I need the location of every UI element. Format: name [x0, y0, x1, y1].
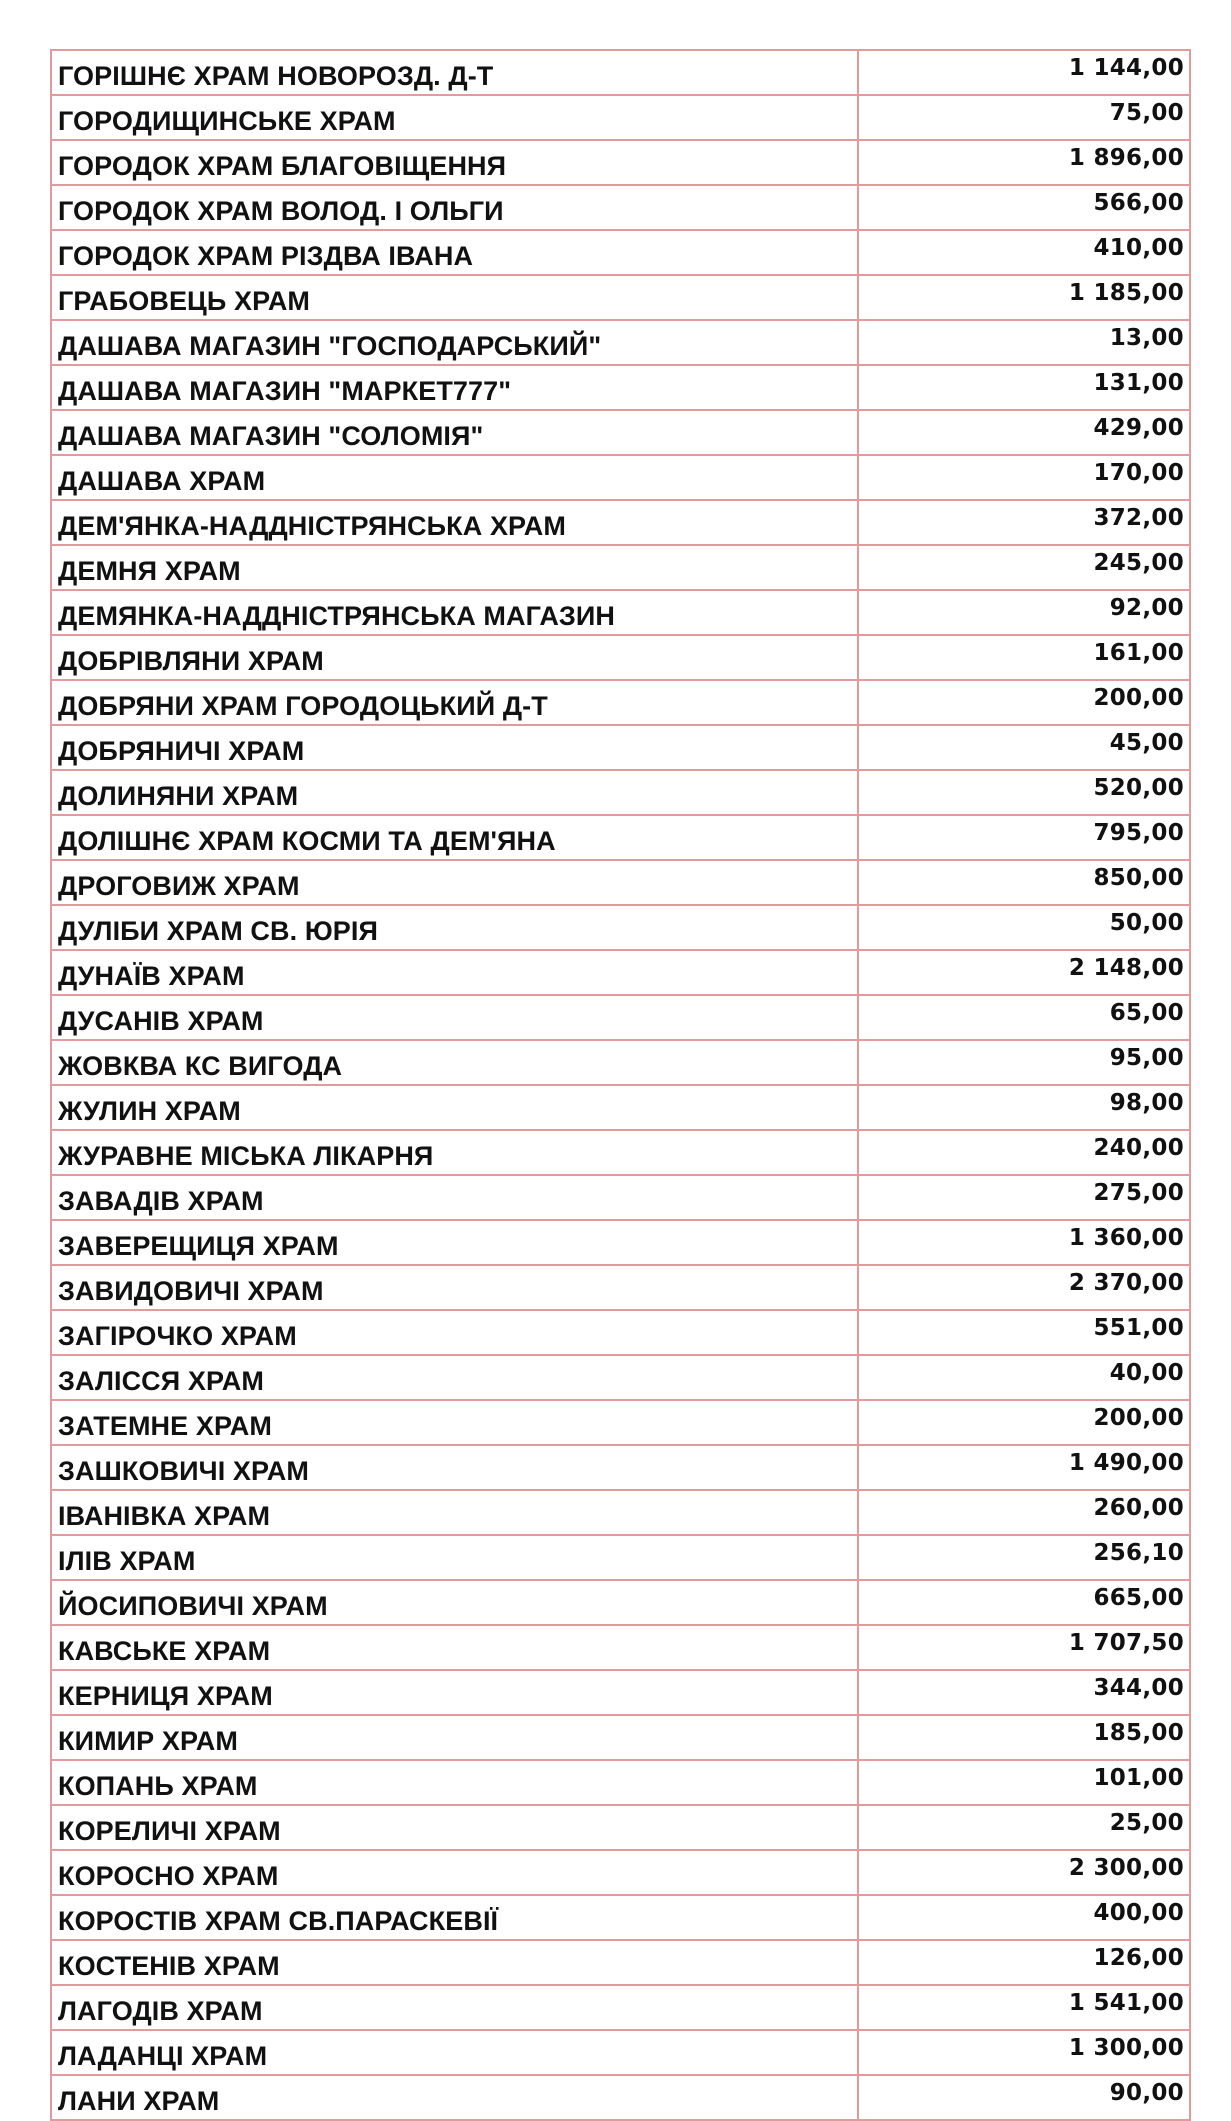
location-name-cell: КОРЕЛИЧІ ХРАМ [51, 1805, 858, 1850]
amount-cell: 795,00 [858, 815, 1190, 860]
amount-cell: 1 360,00 [858, 1220, 1190, 1265]
location-name-cell: ГРАБОВЕЦЬ ХРАМ [51, 275, 858, 320]
table-row [51, 590, 1190, 635]
amount-cell: 95,00 [858, 1040, 1190, 1085]
table-row [51, 815, 1190, 860]
location-name-cell: ЛАНИ ХРАМ [51, 2075, 858, 2120]
amount-cell: 131,00 [858, 365, 1190, 410]
amount-cell: 161,00 [858, 635, 1190, 680]
table-row [51, 995, 1190, 1040]
amount-cell: 1 707,50 [858, 1625, 1190, 1670]
amount-cell: 260,00 [858, 1490, 1190, 1535]
amount-cell: 344,00 [858, 1670, 1190, 1715]
location-name-cell: ДАШАВА МАГАЗИН "СОЛОМІЯ" [51, 410, 858, 455]
amount-cell: 45,00 [858, 725, 1190, 770]
location-name-cell: ЖОВКВА КС ВИГОДА [51, 1040, 858, 1085]
location-name-cell: ЗАВАДІВ ХРАМ [51, 1175, 858, 1220]
amount-cell: 400,00 [858, 1895, 1190, 1940]
location-name-cell: ЗАВИДОВИЧІ ХРАМ [51, 1265, 858, 1310]
amount-cell: 13,00 [858, 320, 1190, 365]
location-name-cell: ЖУЛИН ХРАМ [51, 1085, 858, 1130]
amount-cell: 90,00 [858, 2075, 1190, 2120]
table-row [51, 320, 1190, 365]
table-row [51, 365, 1190, 410]
location-name-cell: ГОРІШНЄ ХРАМ НОВОРОЗД. Д-Т [51, 50, 858, 95]
location-name-cell: ДРОГОВИЖ ХРАМ [51, 860, 858, 905]
location-name-cell: ДОБРЯНИЧІ ХРАМ [51, 725, 858, 770]
amount-cell: 850,00 [858, 860, 1190, 905]
amount-cell: 240,00 [858, 1130, 1190, 1175]
table-row [51, 1535, 1190, 1580]
amount-cell: 50,00 [858, 905, 1190, 950]
table-row [51, 1400, 1190, 1445]
amount-cell: 520,00 [858, 770, 1190, 815]
table-row [51, 1895, 1190, 1940]
table-row [51, 1760, 1190, 1805]
location-name-cell: КЕРНИЦЯ ХРАМ [51, 1670, 858, 1715]
location-name-cell: ЗАГІРОЧКО ХРАМ [51, 1310, 858, 1355]
table-row [51, 1715, 1190, 1760]
amount-cell: 1 490,00 [858, 1445, 1190, 1490]
amount-cell: 98,00 [858, 1085, 1190, 1130]
table-row [51, 1940, 1190, 1985]
table-row [51, 1490, 1190, 1535]
table-row [51, 185, 1190, 230]
location-name-cell: ЗАТЕМНЕ ХРАМ [51, 1400, 858, 1445]
table-body [51, 50, 1190, 2120]
location-name-cell: ДЕМ'ЯНКА-НАДДНІСТРЯНСЬКА ХРАМ [51, 500, 858, 545]
table-row [51, 500, 1190, 545]
location-name-cell: ЖУРАВНЕ МІСЬКА ЛІКАРНЯ [51, 1130, 858, 1175]
amount-cell: 2 370,00 [858, 1265, 1190, 1310]
location-name-cell: ЙОСИПОВИЧІ ХРАМ [51, 1580, 858, 1625]
location-name-cell: ГОРОДИЩИНСЬКЕ ХРАМ [51, 95, 858, 140]
table-row [51, 1310, 1190, 1355]
amount-cell: 200,00 [858, 1400, 1190, 1445]
location-name-cell: ДАШАВА МАГАЗИН "МАРКЕТ777" [51, 365, 858, 410]
location-name-cell: ГОРОДОК ХРАМ ВОЛОД. І ОЛЬГИ [51, 185, 858, 230]
location-name-cell: ДУЛІБИ ХРАМ СВ. ЮРІЯ [51, 905, 858, 950]
table-row [51, 1265, 1190, 1310]
location-name-cell: КОРОСТІВ ХРАМ СВ.ПАРАСКЕВІЇ [51, 1895, 858, 1940]
amount-cell: 665,00 [858, 1580, 1190, 1625]
table-row [51, 1355, 1190, 1400]
table-row [51, 275, 1190, 320]
amount-cell: 92,00 [858, 590, 1190, 635]
location-name-cell: ЗАШКОВИЧІ ХРАМ [51, 1445, 858, 1490]
table-row [51, 1040, 1190, 1085]
location-name-cell: ДОБРЯНИ ХРАМ ГОРОДОЦЬКИЙ Д-Т [51, 680, 858, 725]
table-row [51, 1625, 1190, 1670]
amount-cell: 185,00 [858, 1715, 1190, 1760]
table-row [51, 2075, 1190, 2120]
location-name-cell: ГОРОДОК ХРАМ БЛАГОВІЩЕННЯ [51, 140, 858, 185]
amount-cell: 1 896,00 [858, 140, 1190, 185]
table-row [51, 50, 1190, 95]
table-row [51, 1130, 1190, 1175]
table-row [51, 1805, 1190, 1850]
location-name-cell: КАВСЬКЕ ХРАМ [51, 1625, 858, 1670]
table-row [51, 905, 1190, 950]
amount-cell: 275,00 [858, 1175, 1190, 1220]
amount-cell: 1 300,00 [858, 2030, 1190, 2075]
location-name-cell: ДЕМНЯ ХРАМ [51, 545, 858, 590]
location-name-cell: ДОЛІШНЄ ХРАМ КОСМИ ТА ДЕМ'ЯНА [51, 815, 858, 860]
donations-table [50, 49, 1191, 2121]
amount-cell: 2 148,00 [858, 950, 1190, 995]
amount-cell: 200,00 [858, 680, 1190, 725]
location-name-cell: ДУСАНІВ ХРАМ [51, 995, 858, 1040]
amount-cell: 126,00 [858, 1940, 1190, 1985]
location-name-cell: ГОРОДОК ХРАМ РІЗДВА ІВАНА [51, 230, 858, 275]
amount-cell: 170,00 [858, 455, 1190, 500]
location-name-cell: ІВАНІВКА ХРАМ [51, 1490, 858, 1535]
amount-cell: 566,00 [858, 185, 1190, 230]
location-name-cell: ЗАЛІССЯ ХРАМ [51, 1355, 858, 1400]
location-name-cell: ДАШАВА МАГАЗИН "ГОСПОДАРСЬКИЙ" [51, 320, 858, 365]
amount-cell: 1 144,00 [858, 50, 1190, 95]
location-name-cell: ДЕМЯНКА-НАДДНІСТРЯНСЬКА МАГАЗИН [51, 590, 858, 635]
amount-cell: 25,00 [858, 1805, 1190, 1850]
amount-cell: 245,00 [858, 545, 1190, 590]
table-row [51, 1085, 1190, 1130]
amount-cell: 372,00 [858, 500, 1190, 545]
table-row [51, 140, 1190, 185]
table-row [51, 2030, 1190, 2075]
table-row [51, 635, 1190, 680]
amount-cell: 1 185,00 [858, 275, 1190, 320]
amount-cell: 429,00 [858, 410, 1190, 455]
table-row [51, 770, 1190, 815]
table-row [51, 860, 1190, 905]
location-name-cell: КОСТЕНІВ ХРАМ [51, 1940, 858, 1985]
location-name-cell: ДУНАЇВ ХРАМ [51, 950, 858, 995]
table-row [51, 230, 1190, 275]
amount-cell: 2 300,00 [858, 1850, 1190, 1895]
location-name-cell: КИМИР ХРАМ [51, 1715, 858, 1760]
table-row [51, 1220, 1190, 1265]
table-row [51, 1445, 1190, 1490]
table-row [51, 545, 1190, 590]
amount-cell: 410,00 [858, 230, 1190, 275]
amount-cell: 40,00 [858, 1355, 1190, 1400]
table-row [51, 680, 1190, 725]
location-name-cell: КОРОСНО ХРАМ [51, 1850, 858, 1895]
amount-cell: 65,00 [858, 995, 1190, 1040]
table-row [51, 1985, 1190, 2030]
location-name-cell: ЛАДАНЦІ ХРАМ [51, 2030, 858, 2075]
table-row [51, 455, 1190, 500]
amount-cell: 256,10 [858, 1535, 1190, 1580]
location-name-cell: ДАШАВА ХРАМ [51, 455, 858, 500]
table-row [51, 1175, 1190, 1220]
table-row [51, 950, 1190, 995]
donations-sheet [50, 49, 1184, 2121]
location-name-cell: КОПАНЬ ХРАМ [51, 1760, 858, 1805]
amount-cell: 551,00 [858, 1310, 1190, 1355]
table-row [51, 1850, 1190, 1895]
table-row [51, 725, 1190, 770]
location-name-cell: ЛАГОДІВ ХРАМ [51, 1985, 858, 2030]
amount-cell: 101,00 [858, 1760, 1190, 1805]
location-name-cell: ЗАВЕРЕЩИЦЯ ХРАМ [51, 1220, 858, 1265]
table-row [51, 95, 1190, 140]
table-row [51, 1670, 1190, 1715]
amount-cell: 1 541,00 [858, 1985, 1190, 2030]
location-name-cell: ІЛІВ ХРАМ [51, 1535, 858, 1580]
table-row [51, 410, 1190, 455]
location-name-cell: ДОБРІВЛЯНИ ХРАМ [51, 635, 858, 680]
table-row [51, 1580, 1190, 1625]
location-name-cell: ДОЛИНЯНИ ХРАМ [51, 770, 858, 815]
amount-cell: 75,00 [858, 95, 1190, 140]
